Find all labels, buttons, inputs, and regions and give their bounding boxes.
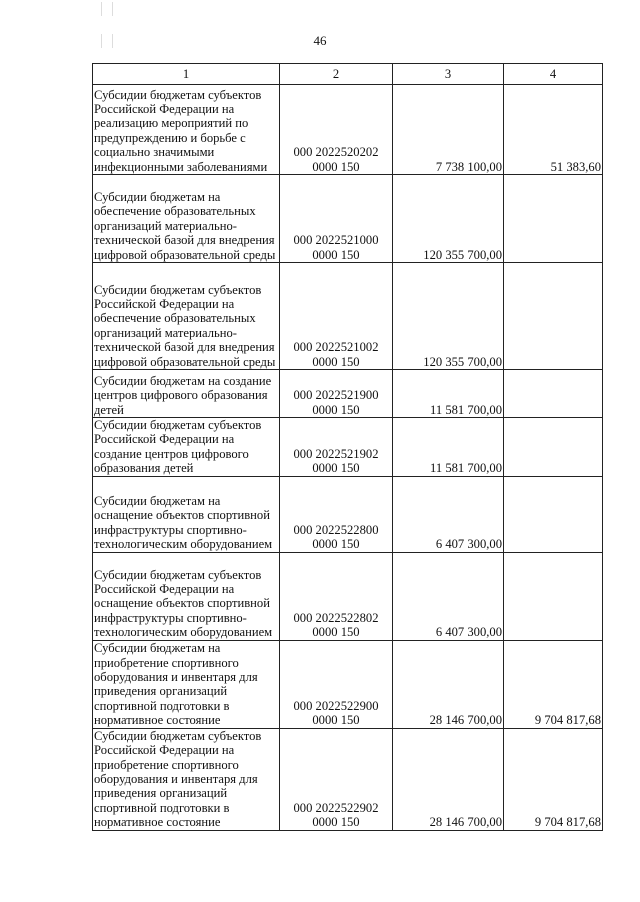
row-code-cell: 000 2022522900 0000 150 xyxy=(280,640,393,728)
row-executed-cell: 51 383,60 xyxy=(504,85,603,175)
row-name-cell: Субсидии бюджетам субъектов Российской Федерации на приобретение спортивного оборудования и инвентаря для приведения организаций спортивной подготовки в нормативное состояние xyxy=(93,728,280,830)
row-executed-cell: 9 704 817,68 xyxy=(504,640,603,728)
row-executed-cell xyxy=(504,263,603,370)
row-amount-cell: 11 581 700,00 xyxy=(393,370,504,418)
row-name-cell: Субсидии бюджетам субъектов Российской Федерации на оснащение объектов спортивной инфраструктуры спортивно-технологическим оборудованием xyxy=(93,552,280,640)
row-amount-cell: 7 738 100,00 xyxy=(393,85,504,175)
table-row xyxy=(93,728,603,830)
row-code-cell: 000 2022521902 0000 150 xyxy=(280,418,393,477)
row-amount-cell: 6 407 300,00 xyxy=(393,476,504,552)
table-row xyxy=(93,175,603,263)
row-name-cell: Субсидии бюджетам на приобретение спортивного оборудования и инвентаря для приведения организаций спортивной подготовки в нормативное состояние xyxy=(93,640,280,728)
row-name-cell: Субсидии бюджетам субъектов Российской Федерации на создание центров цифрового образования детей xyxy=(93,418,280,477)
row-executed-cell xyxy=(504,476,603,552)
table-row xyxy=(93,640,603,728)
column-header: 4 xyxy=(504,64,603,85)
row-name-cell: Субсидии бюджетам на оснащение объектов спортивной инфраструктуры спортивно-технологическим оборудованием xyxy=(93,476,280,552)
table-header-row xyxy=(93,64,603,85)
table-row xyxy=(93,418,603,477)
row-code-cell: 000 2022520202 0000 150 xyxy=(280,85,393,175)
row-executed-cell xyxy=(504,175,603,263)
row-name-cell: Субсидии бюджетам субъектов Российской Федерации на обеспечение образовательных организаций материально-технической базой для внедрения цифровой образовательной среды xyxy=(93,263,280,370)
row-amount-cell: 28 146 700,00 xyxy=(393,640,504,728)
row-code-cell: 000 2022522802 0000 150 xyxy=(280,552,393,640)
row-amount-cell: 28 146 700,00 xyxy=(393,728,504,830)
column-header: 2 xyxy=(280,64,393,85)
table-row xyxy=(93,85,603,175)
column-header: 3 xyxy=(393,64,504,85)
budget-table xyxy=(92,63,603,831)
row-amount-cell: 6 407 300,00 xyxy=(393,552,504,640)
table-row xyxy=(93,263,603,370)
table-row xyxy=(93,370,603,418)
row-amount-cell: 120 355 700,00 xyxy=(393,263,504,370)
row-amount-cell: 11 581 700,00 xyxy=(393,418,504,477)
row-executed-cell xyxy=(504,552,603,640)
row-name-cell: Субсидии бюджетам на создание центров цифрового образования детей xyxy=(93,370,280,418)
table-row xyxy=(93,552,603,640)
row-executed-cell: 9 704 817,68 xyxy=(504,728,603,830)
table-row xyxy=(93,476,603,552)
row-executed-cell xyxy=(504,370,603,418)
row-code-cell: 000 2022521000 0000 150 xyxy=(280,175,393,263)
row-code-cell: 000 2022522902 0000 150 xyxy=(280,728,393,830)
row-name-cell: Субсидии бюджетам субъектов Российской Федерации на реализацию мероприятий по предупреждению и борьбе с социально значимыми инфекционными заболеваниями xyxy=(93,85,280,175)
row-executed-cell xyxy=(504,418,603,477)
row-name-cell: Субсидии бюджетам на обеспечение образовательных организаций материально-технической базой для внедрения цифровой образовательной среды xyxy=(93,175,280,263)
column-header: 1 xyxy=(93,64,280,85)
row-amount-cell: 120 355 700,00 xyxy=(393,175,504,263)
row-code-cell: 000 2022521900 0000 150 xyxy=(280,370,393,418)
page-number: 46 xyxy=(313,33,327,48)
scan-artifact xyxy=(101,2,113,16)
row-code-cell: 000 2022521002 0000 150 xyxy=(280,263,393,370)
row-code-cell: 000 2022522800 0000 150 xyxy=(280,476,393,552)
